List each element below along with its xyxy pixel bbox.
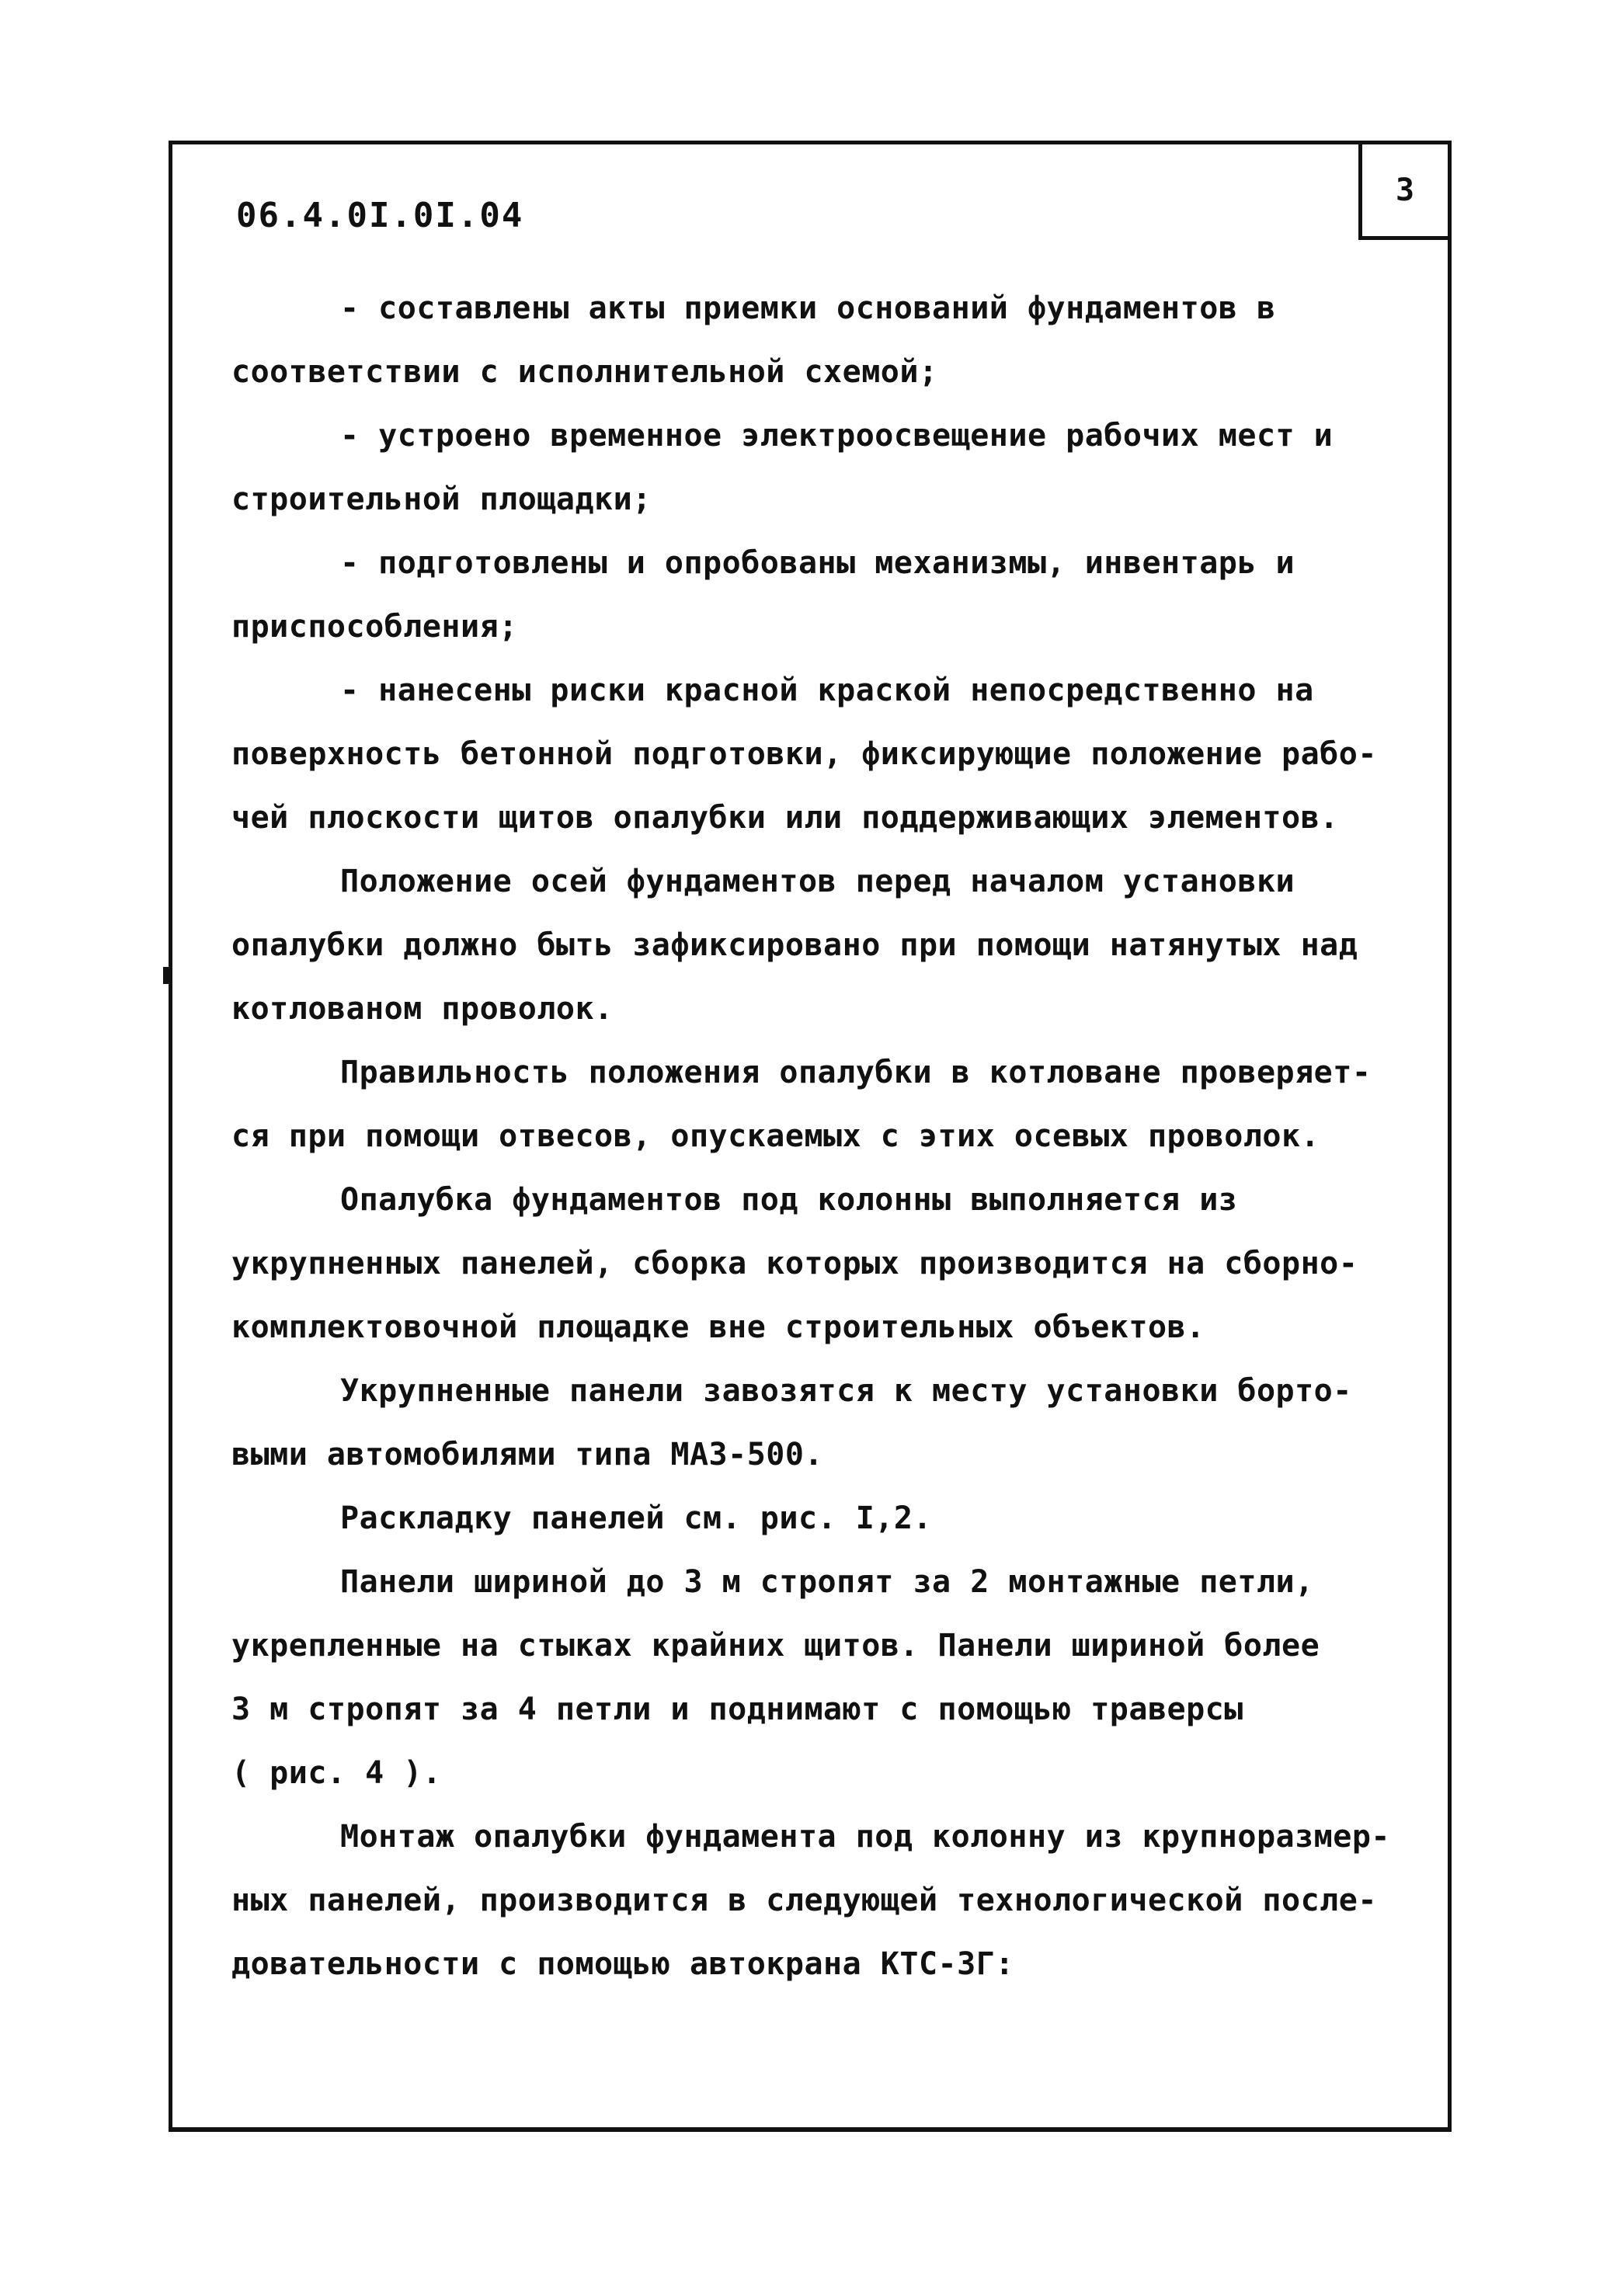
text-line: Опалубка фундаментов под колонны выполняется из — [340, 1182, 1238, 1218]
text-line: опалубки должно быть зафиксировано при помощи натянутых над — [231, 927, 1358, 963]
text-line: ( рис. 4 ). — [231, 1755, 442, 1791]
text-line: 3 м стропят за 4 петли и поднимают с помощью траверсы — [231, 1692, 1243, 1727]
text-line: поверхность бетонной подготовки, фиксирующие положение рабо- — [231, 736, 1377, 772]
text-line: укрепленные на стыках крайних щитов. Панели шириной более — [231, 1628, 1320, 1664]
text-line: Правильность положения опалубки в котловане проверяет- — [340, 1055, 1372, 1090]
text-line: чей плоскости щитов опалубки или поддерживающих элементов. — [231, 800, 1339, 836]
document-code: 06.4.0I.0I.04 — [236, 196, 524, 235]
text-line: Монтаж опалубки фундамента под колонну из крупноразмер- — [340, 1819, 1391, 1855]
text-line: - нанесены риски красной краской непосредственно на — [340, 673, 1314, 708]
text-line: Панели шириной до 3 м стропят за 2 монтажные петли, — [340, 1564, 1314, 1600]
text-line: приспособления; — [231, 609, 518, 645]
text-line: Укрупненные панели завозятся к месту установки борто- — [340, 1373, 1352, 1409]
text-line: соответствии с исполнительной схемой; — [231, 354, 938, 390]
margin-mark — [163, 967, 169, 984]
text-line: - подготовлены и опробованы механизмы, инвентарь и — [340, 545, 1295, 581]
text-line: Раскладку панелей см. рис. I,2. — [340, 1500, 933, 1536]
text-line: строительной площадки; — [231, 482, 652, 517]
text-line: - устроено временное электроосвещение рабочих мест и — [340, 418, 1334, 454]
text-line: выми автомобилями типа МАЗ-500. — [231, 1437, 824, 1473]
text-line: комплектовочной площадке вне строительных объектов. — [231, 1309, 1205, 1345]
text-line: Положение осей фундаментов перед началом установки — [340, 864, 1295, 899]
page-number: 3 — [1358, 141, 1452, 240]
text-line: ных панелей, производится в следующей технологической после- — [231, 1883, 1377, 1918]
text-line: ся при помощи отвесов, опускаемых с этих осевых проволок. — [231, 1118, 1320, 1154]
text-line: укрупненных панелей, сборка которых производится на сборно- — [231, 1246, 1358, 1281]
text-line: - составлены акты приемки оснований фундаментов в — [340, 290, 1276, 326]
text-line: довательности с помощью автокрана КТС-3Г: — [231, 1946, 1014, 1982]
text-line: котлованом проволок. — [231, 991, 614, 1027]
